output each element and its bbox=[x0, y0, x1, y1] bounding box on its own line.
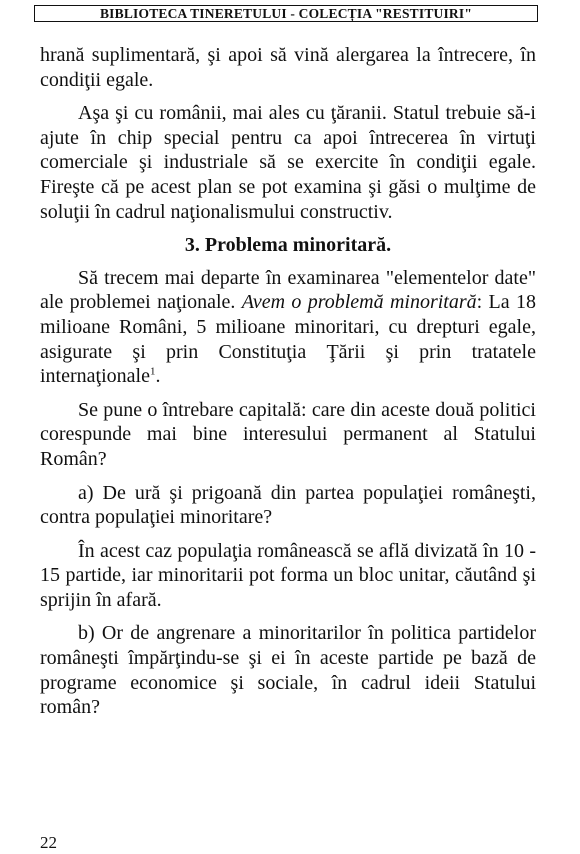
paragraph-question: Se pune o întrebare capitală: care din aceste două politici corespunde mai bine interesului permanent al Statului Român? bbox=[40, 398, 536, 470]
running-header: BIBLIOTECA TINERETULUI - COLECȚIA "RESTITUIRI" bbox=[34, 5, 538, 22]
footnote-reference: 1 bbox=[149, 365, 156, 378]
paragraph-continuation: hrană suplimentară, şi apoi să vină alergarea la întrecere, în condiţii egale. bbox=[40, 44, 536, 91]
text-column bbox=[40, 43, 536, 729]
paragraph-option-b: b) Or de angrenare a minoritarilor în politica partidelor româneşti împărţindu-se şi ei în aceste partide pe bază de programe economice şi sociale, în cadrul ideii Statului român? bbox=[40, 622, 536, 719]
paragraph-text: : La 18 milioane Români, 5 milioane minoritari, cu drepturi egale, asigurate şi prin Constituţia Ţării şi prin tratatele internaţionale bbox=[40, 291, 536, 388]
page-number: 22 bbox=[40, 833, 57, 852]
paragraph-text: Să trecem mai departe în examinarea "elementelor date" ale problemei naţionale. bbox=[40, 266, 536, 314]
paragraph-minority-problem bbox=[40, 266, 536, 389]
paragraph: În acest caz populaţia românească se află divizată în 10 - 15 partide, iar minoritarii pot forma un bloc unitar, căutând şi sprijin în afară. bbox=[40, 539, 536, 611]
italic-emphasis: Avem o problemă minoritară bbox=[241, 291, 477, 314]
paragraph: Aşa şi cu românii, mai ales cu ţăranii. Statul trebuie să-i ajute în chip special pentru ca apoi întrecerea în virtuţi comerciale şi industriale să se exercite în condiţii egale. Fireşte că pe acest plan se pot examina şi găsi o mulţime de soluţii în cadrul naţionalismului constructiv. bbox=[40, 102, 536, 223]
paragraph-text: . bbox=[155, 365, 161, 388]
section-heading: 3. Problema minoritară. bbox=[184, 234, 392, 257]
paragraph-option-a: a) De ură şi prigoană din partea populaţiei româneşti, contra populaţiei minoritare? bbox=[40, 481, 536, 529]
